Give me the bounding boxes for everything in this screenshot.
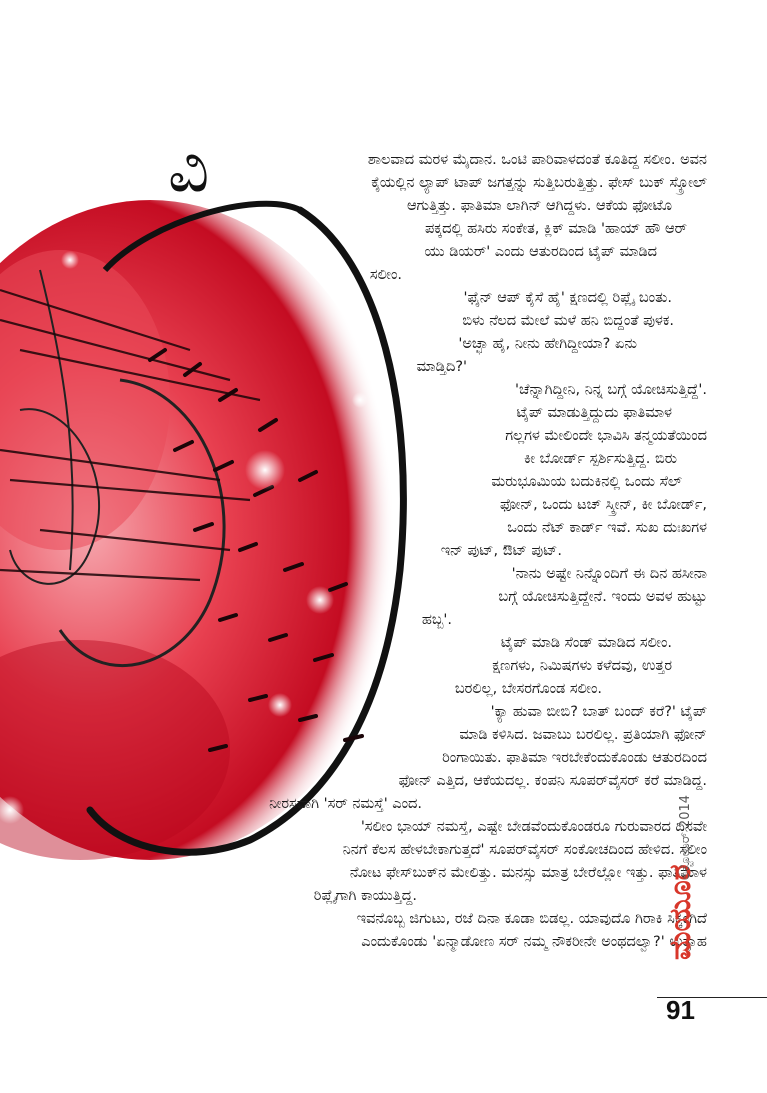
article-line: ಸಲೀಂ.	[369, 267, 402, 283]
article-line: 'ಕ್ಯಾ ಹುವಾ ಬೀಬಿ? ಬಾತ್ ಬಂದ್ ಕರೆ?' ಟೈಪ್	[490, 704, 707, 720]
article-line: ನೋಟ ಫೇಸ್‌ಬುಕ್‌ನ ಮೇಲಿತ್ತು. ಮನಸ್ಸು ಮಾತ್ರ ಬೇರೆಲ್ಲೋ ಇತ್ತು. ಫಾತಿಮಾಳ	[349, 865, 707, 881]
article-line: 'ಅಚ್ಛಾ ಹೈ, ನೀನು ಹೇಗಿದ್ದೀಯಾ? ಏನು	[458, 336, 637, 352]
article-line: 'ನಾನು ಅಷ್ಟೇ ನಿನ್ನೊಂದಿಗೆ ಈ ದಿನ ಹಸೀನಾ	[511, 566, 707, 582]
article-line: ಟೈಪ್ ಮಾಡಿ ಸೆಂಡ್ ಮಾಡಿದ ಸಲೀಂ.	[500, 635, 672, 651]
article-line: ರಿಪ್ಲೈಗಾಗಿ ಕಾಯುತ್ತಿದ್ದ.	[313, 888, 417, 904]
article-line: ಮರುಭೂಮಿಯ ಬದುಕಿನಲ್ಲಿ ಒಂದು ಸೆಲ್	[491, 474, 682, 490]
article-line: ಫೋನ್, ಒಂದು ಟಚ್ ಸ್ಕ್ರೀನ್, ಕೀ ಬೋರ್ಡ್,	[500, 497, 707, 513]
drop-cap: ವಿ	[168, 133, 210, 207]
article-line: ಪಕ್ಕದಲ್ಲಿ ಹಸಿರು ಸಂಕೇತ, ಕ್ಲಿಕ್ ಮಾಡಿ 'ಹಾಯ್ ಹೌ ಆರ್	[424, 221, 687, 237]
article-line: ಇವನೊಬ್ಬ ಜಿಗುಟು, ರಜೆ ದಿನಾ ಕೂಡಾ ಬಿಡಲ್ಲ. ಯಾವುದೊ ಗಿರಾಕಿ ಸಿಕ್ಕಂಗಿದೆ	[356, 911, 707, 927]
article-line: 'ಚೆನ್ನಾಗಿದ್ದೀನಿ, ನಿನ್ನ ಬಗ್ಗೆ ಯೋಚಿಸುತ್ತಿದ್ದೆ'.	[515, 382, 707, 398]
magazine-title: ಮಯೂರ	[663, 864, 698, 960]
article-line: ಒಂದು ನೆಟ್ ಕಾರ್ಡ್ ಇವೆ. ಸುಖ ದುಃಖಗಳ	[507, 520, 707, 536]
page-number: 91	[666, 995, 695, 1025]
article-line: ರಿಂಗಾಯಿತು. ಫಾತಿಮಾ ಇರಬೇಕೆಂದುಕೊಂಡು ಆತುರದಿಂದ	[442, 750, 707, 766]
article-line: ಟೈಪ್ ಮಾಡುತ್ತಿದ್ದುದು ಫಾತಿಮಾಳ	[516, 405, 672, 421]
article-line: ಆಗುತ್ತಿತ್ತು. ಫಾತಿಮಾ ಲಾಗಿನ್ ಆಗಿದ್ದಳು. ಆಕೆಯ ಫೋಟೊ	[406, 198, 672, 214]
article-line: ಕೀ ಬೋರ್ಡ್ ಸ್ಪರ್ಶಿಸುತ್ತಿದ್ದ. ಬಿರು	[524, 451, 677, 467]
article-line: ಬಿಳು ನೆಲದ ಮೇಲೆ ಮಳೆ ಹನಿ ಬಿದ್ದಂತೆ ಪುಳಕ.	[462, 313, 674, 329]
article-line: ಮಾಡಿ ಕಳಿಸಿದ. ಜವಾಬು ಬರಲಿಲ್ಲ. ಪ್ರತಿಯಾಗಿ ಫೋನ್	[459, 727, 707, 743]
article-line: ನೀರಸವಾಗಿ 'ಸರ್ ನಮಸ್ತೆ' ಎಂದ.	[269, 796, 422, 812]
article-line: ಫೋನ್ ಎತ್ತಿದ, ಆಕೆಯದಲ್ಲ. ಕಂಪನಿ ಸೂಪರ್‌ವೈಸರ್ ಕರೆ ಮಾಡಿದ್ದ.	[398, 773, 707, 789]
article-line: 'ಫೈನ್ ಆಪ್ ಕೈಸೆ ಹೈ' ಕ್ಷಣದಲ್ಲಿ ರಿಪ್ಲೈ ಬಂತು.	[463, 290, 672, 306]
article-line: ಎಂದುಕೊಂಡು 'ಏನ್ಮಾಡೋಣ ಸರ್ ನಮ್ಮ ನೌಕರೀನೇ ಅಂಥದಲ್ವಾ?' ಉತ್ಸಾಹ	[361, 934, 707, 950]
article-line: ಯು ಡಿಯರ್' ಎಂದು ಆತುರದಿಂದ ಟೈಪ್ ಮಾಡಿದ	[424, 244, 657, 260]
article-line: 'ಸಲೀಂ ಭಾಯ್ ನಮಸ್ತೆ, ಎಷ್ಟೇ ಬೇಡವೆಂದುಕೊಂಡರೂ ಗುರುವಾರದ ದಿನವೇ	[360, 819, 707, 835]
article-line: ಬರಲಿಲ್ಲ, ಬೇಸರಗೊಂಡ ಸಲೀಂ.	[454, 681, 602, 697]
article-line: ಕ್ಷಣಗಳು, ನಿಮಿಷಗಳು ಕಳೆದವು, ಉತ್ತರ	[492, 658, 672, 674]
article-line: ಮಾಡ್ತಿದಿ?'	[416, 359, 467, 375]
article-line: ಬಗ್ಗೆ ಯೋಚಿಸುತ್ತಿದ್ದೇನೆ. ಇಂದು ಅವಳ ಹುಟ್ಟು	[498, 589, 707, 605]
story-illustration	[0, 150, 420, 870]
article-line: ನಿನಗೆ ಕೆಲಸ ಹೇಳಬೇಕಾಗುತ್ತದೆ' ಸೂಪರ್‌ವೈಸರ್ ಸಂಕೋಚದಿಂದ ಹೇಳಿದ. ಸಲೀಂ	[342, 842, 707, 858]
article-line: ಗಲ್ಲಗಳ ಮೇಲಿಂದೇ ಭಾವಿಸಿ ತನ್ಮಯತೆಯಿಂದ	[505, 428, 707, 444]
article-line: ಇನ್ ಪುಟ್, ಔಟ್ ಪುಟ್.	[440, 543, 562, 559]
article-line: ಹಬ್ಬ'.	[421, 612, 452, 628]
article-line: ಕೈಯಲ್ಲಿನ ಲ್ಯಾಪ್ ಟಾಪ್ ಜಗತ್ತನ್ನು ಸುತ್ತಿಬರುತ್ತಿತ್ತು. ಫೇಸ್ ಬುಕ್ ಸ್ಕ್ರೋಲ್	[371, 175, 707, 191]
issue-date: ಅಕ್ಟೋಬರ್ 2014	[678, 794, 693, 880]
article-line: ಶಾಲವಾದ ಮರಳ ಮೈದಾನ. ಒಂಟಿ ಪಾರಿವಾಳದಂತೆ ಕೂತಿದ್ದ ಸಲೀಂ. ಅವನ	[367, 152, 707, 168]
